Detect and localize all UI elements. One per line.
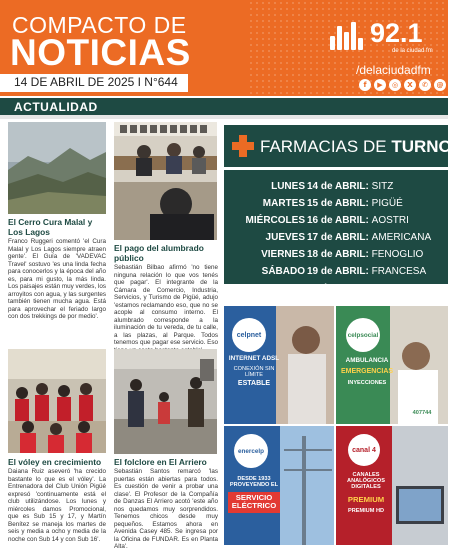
farmacia-day: SÁBADO [261, 266, 305, 277]
ad-line: DESDE 1933 PROVEYENDO EL [229, 476, 279, 489]
pharmacy-cross-icon [232, 135, 254, 157]
farmacia-day: MARTES [262, 198, 305, 209]
farmacia-row [224, 198, 448, 215]
date-issue: 14 DE ABRIL DE 2025 I N°644 [14, 75, 178, 89]
title-top: COMPACTO DE [12, 12, 187, 38]
farmacias-title-light: FARMACIAS DE [260, 137, 387, 156]
ad-phone: 407744 [412, 410, 432, 416]
ad-line: ESTABLE [237, 380, 271, 387]
farmacia-name: FRANCESA [371, 266, 427, 277]
farmacia-row [224, 232, 448, 249]
article-body: Daiana Ruiz aseveró 'ha crecido bastante lo que es el vóley'. La Entrenadora del Club Unión Pigüé expresó 'continuamente está el club utilizándose. Los lunes y miércoles damos Promocional, que es Sub 15 y 17, y Martín Benítez se maneja los martes de seis y media a ocho y media de la noche con Sub 14 y con Sub 16'. [8, 468, 106, 543]
farmacia-name: SITZ [371, 181, 394, 192]
ad-line: PREMIUM [347, 495, 385, 504]
farmacias-title [260, 137, 452, 157]
farmacia-date: 14 de ABRIL: SITZ [307, 181, 394, 192]
ad-canal4[interactable] [336, 426, 448, 545]
farmacias-title-bold: TURNO [391, 137, 452, 156]
farmacia-name: AMERICANA [371, 232, 432, 243]
logo-subtitle: de la ciudad fm [392, 48, 433, 54]
farmacia-row [224, 283, 448, 300]
ad-enercelp[interactable] [224, 426, 334, 545]
farmacia-name: PIGÜÉ [371, 198, 403, 209]
article-body: Franco Ruggeri comentó 'el Cura Malal y Los Lagos siempre atraen gente'. El Guía de 'VADEVAC Travel' sostuvo 'es una linda fecha para conocerlos y la época del año es, para mi gusto, la más linda. Los paisajes están muy verdes, los arroyitos con agua, y las surgentes también tienen mucha agua. Está para aprovechar el feriado largo con dos trekkings de por medio'. [8, 238, 107, 321]
farmacia-row [224, 266, 448, 283]
farmacia-date: 19 de ABRIL: FRANCESA [307, 266, 427, 277]
whatsapp-icon[interactable]: ✆ [419, 79, 431, 91]
farmacia-day: DOMINGO [256, 283, 305, 294]
ad-line: EMERGENCIAS [340, 368, 394, 375]
logo-frequency: 92.1 [370, 18, 423, 48]
celpnet-logo: celpnet [232, 318, 266, 352]
photo-cerro [8, 122, 106, 214]
ad-line: INTERNET ADSL [228, 355, 280, 362]
title-main: NOTICIAS [10, 32, 191, 73]
farmacia-day: MIÉRCOLES [245, 215, 305, 226]
photo-alumbrado [114, 122, 217, 240]
ad-celpsocial[interactable] [336, 306, 448, 424]
canal4-logo: canal 4 [348, 434, 380, 466]
farmacia-date: 15 de ABRIL: PIGÜÉ [307, 198, 403, 209]
article-title: El pago del alumbrado público [114, 243, 204, 263]
photo-voley [8, 349, 106, 453]
farmacia-date: 18 de ABRIL: FENOGLIO [307, 249, 424, 260]
facebook-icon[interactable]: f [359, 79, 371, 91]
ad-line: CONEXIÓN SIN LÍMITE [233, 366, 275, 379]
article-body: Sebastián Bilbao afirmó 'no tiene ninguna relación lo que vos tenés que pagar'. El integrante de la Cámara de Comercio, Industria, Servicios, y Turismo de Pigüé, adujo 'estamos reclamando eso, que no se acople al consumo interno. El alumbrado corresponde a la iluminación de tu vereda, de tu calle, a las plazas, al Parque. Todos tenemos que pagar ese servicio. Eso [114, 264, 218, 347]
farmacia-row [224, 249, 448, 266]
article-body: Sebastián Santos remarcó 'las puertas están abiertas para todos. Es cuestión de venir a probar una clase'. El Profesor de la Compañía de Danzas El Arriero acotó 'este año nos quedamos muy sorprendidos. Tenemos chicos desde muy pequeños. Estamos ahora en Avenida Casey 485. Se ingresa por la Oficina de FUNDAR. Es en Planta Alta'. [114, 468, 218, 551]
farmacia-day: LUNES [271, 181, 305, 192]
section-label: ACTUALIDAD [14, 100, 98, 114]
ad-line: CANALES ANALÓGICOS DIGITALES [347, 472, 385, 491]
celpsocial-logo: celpsocial [346, 318, 380, 352]
farmacia-row [224, 181, 448, 198]
social-handle: /delaciudadfm [356, 63, 431, 77]
ad-line: AMBULANCIA [345, 357, 389, 364]
farmacia-date: 20 de ABRIL: FIDALGO [307, 283, 416, 294]
farmacia-name: AOSTRI [371, 215, 409, 226]
photo-folclore [114, 349, 217, 454]
ad-line: PREMIUM HD [347, 508, 385, 514]
farmacia-name: FIDALGO [371, 283, 416, 294]
article-title: El Cerro Cura Malal y Los Lagos [8, 217, 93, 237]
instagram-icon[interactable]: ◎ [389, 79, 401, 91]
farmacia-name: FENOGLIO [371, 249, 424, 260]
article-title: El folclore en El Arriero [114, 457, 207, 467]
social-icons [359, 79, 446, 91]
soundwave-icon [330, 22, 368, 50]
farmacia-day: VIERNES [261, 249, 305, 260]
ad-line: INYECCIONES [347, 380, 387, 386]
farmacia-date: 17 de ABRIL: AMERICANA [307, 232, 432, 243]
ad-line: SERVICIO ELÉCTRICO [228, 492, 280, 513]
youtube-icon[interactable]: ▶ [374, 79, 386, 91]
article-title: El vóley en crecimiento [8, 457, 102, 467]
radio-logo [330, 18, 436, 58]
farmacia-row [224, 215, 448, 232]
divider [0, 115, 448, 119]
threads-icon[interactable]: @ [434, 79, 446, 91]
enercelp-logo: enercelp [234, 434, 268, 468]
x-icon[interactable]: X [404, 79, 416, 91]
ad-celpnet[interactable] [224, 306, 334, 424]
farmacia-day: JUEVES [265, 232, 305, 243]
farmacia-date: 16 de ABRIL: AOSTRI [307, 215, 409, 226]
